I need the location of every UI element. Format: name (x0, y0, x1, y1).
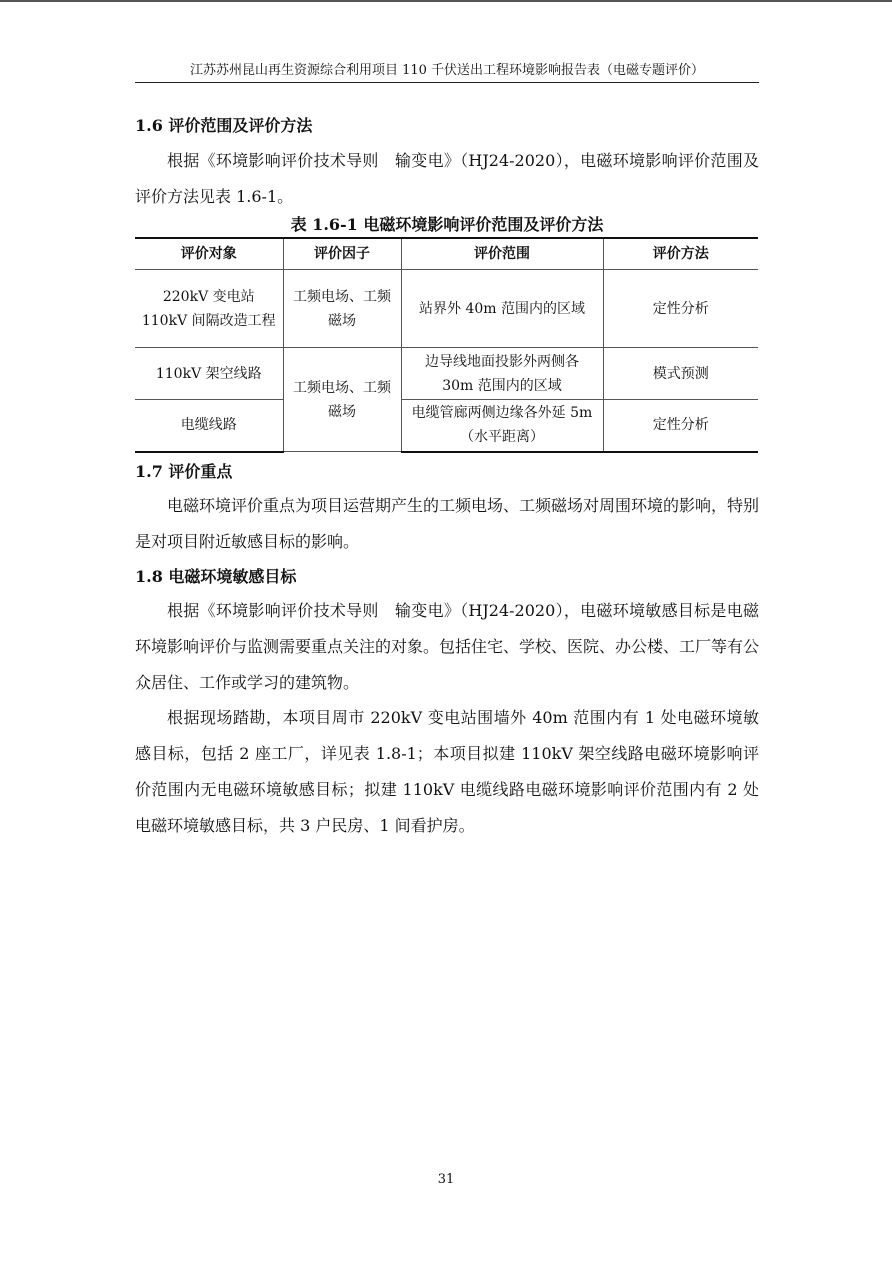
col-header-range: 评价范围 (401, 238, 603, 270)
section-1-8-paragraph-2: 根据现场踏勘，本项目周市 220kV 变电站围墙外 40m 范围内有 1 处电磁环境敏感目标，包括 2 座工厂，详见表 1.8-1；本项目拟建 110kV 架空线路电磁环境影响评价范围内无电磁环境敏感目标；拟建 110kV 电缆线路电磁环境影响评价范围内有 2 处电磁环境敏感目标，共 3 户民房、1 间看护房。 (135, 708, 759, 835)
table-row (135, 270, 758, 348)
cell-object: 110kV 架空线路 (135, 348, 283, 400)
cell-object: 电缆线路 (135, 400, 283, 452)
cell-range: 边导线地面投影外两侧各 30m 范围内的区域 (401, 348, 603, 400)
cell-method: 定性分析 (603, 400, 758, 452)
table-row (135, 348, 758, 400)
section-1-6-heading: 1.6 评价范围及评价方法 (135, 116, 313, 135)
table-1-6-1-caption: 表 1.6-1 电磁环境影响评价范围及评价方法 (290, 215, 604, 234)
cell-range: 电缆管廊两侧边缘各外延 5m（水平距离） (401, 400, 603, 452)
cell-object: 220kV 变电站 110kV 间隔改造工程 (135, 270, 283, 348)
col-header-factor: 评价因子 (283, 238, 401, 270)
section-1-6-paragraph: 根据《环境影响评价技术导则 输变电》（HJ24-2020），电磁环境影响评价范围及评价方法见表 1.6-1。 (135, 151, 759, 206)
section-1-7-paragraph: 电磁环境评价重点为项目运营期产生的工频电场、工频磁场对周围环境的影响，特别是对项目附近敏感目标的影响。 (135, 496, 760, 551)
top-border (0, 0, 892, 2)
running-header: 江苏苏州昆山再生资源综合利用项目 110 千伏送出工程环境影响报告表（电磁专题评价） (189, 63, 705, 78)
cell-method: 定性分析 (603, 270, 758, 348)
cell-method: 模式预测 (603, 348, 758, 400)
cell-factor: 工频电场、工频磁场 (283, 270, 401, 348)
header-divider (135, 82, 759, 83)
page-number: 31 (437, 1172, 455, 1187)
section-1-8-heading: 1.8 电磁环境敏感目标 (135, 567, 297, 586)
cell-range: 站界外 40m 范围内的区域 (401, 270, 603, 348)
section-1-7-heading: 1.7 评价重点 (135, 462, 233, 481)
table-row (135, 400, 758, 452)
evaluation-table (135, 237, 758, 453)
col-header-object: 评价对象 (135, 238, 283, 270)
col-header-method: 评价方法 (603, 238, 758, 270)
table-header-row (135, 238, 758, 270)
section-1-8-paragraph-1: 根据《环境影响评价技术导则 输变电》（HJ24-2020），电磁环境敏感目标是电磁环境影响评价与监测需要重点关注的对象。包括住宅、学校、医院、办公楼、工厂等有公众居住、工作或学习的建筑物。 (135, 601, 760, 692)
cell-factor: 工频电场、工频磁场 (283, 348, 401, 452)
